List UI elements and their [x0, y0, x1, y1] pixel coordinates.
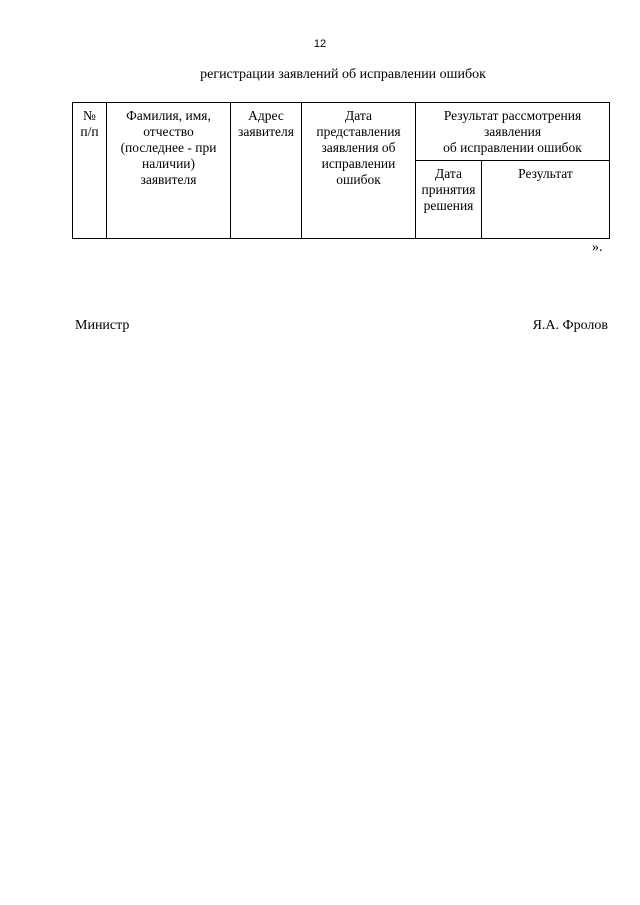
header-line: исправлении [321, 156, 396, 171]
register-table [72, 102, 610, 239]
signatory-name: Я.А. Фролов [532, 318, 608, 333]
header-line: № [83, 108, 96, 123]
document-title: регистрации заявлений об исправлении ошибок [200, 67, 486, 82]
header-applicant-name [107, 103, 231, 239]
header-line: представления [316, 124, 401, 139]
header-line: п/п [80, 124, 99, 139]
header-applicant-address [231, 103, 302, 239]
header-line: заявителя [238, 124, 294, 139]
header-line: Результат [518, 166, 573, 181]
header-number [73, 103, 107, 239]
header-review-result [416, 103, 610, 161]
signatory-role: Министр [75, 318, 130, 333]
header-line: Дата [435, 166, 462, 181]
header-line: Адрес [248, 108, 284, 123]
header-line: (последнее - при [120, 140, 217, 155]
header-line: Фамилия, имя, [126, 108, 211, 123]
header-line: принятия [421, 182, 476, 197]
header-line: отчество [143, 124, 194, 139]
header-line: решения [423, 198, 474, 213]
header-line: заявителя [140, 172, 197, 187]
header-line: об исправлении ошибок [443, 140, 582, 155]
header-result [482, 161, 610, 239]
header-line: заявления [483, 124, 542, 139]
header-line: ошибок [336, 172, 381, 187]
header-line: заявления об [321, 140, 396, 155]
header-decision-date [416, 161, 482, 239]
table-header-row [73, 103, 610, 161]
page-number: 12 [313, 38, 327, 50]
header-line: Результат рассмотрения [443, 108, 582, 123]
header-submission-date [302, 103, 416, 239]
header-line: Дата [345, 108, 372, 123]
closing-quote: ». [592, 240, 603, 255]
header-line: наличии) [141, 156, 196, 171]
